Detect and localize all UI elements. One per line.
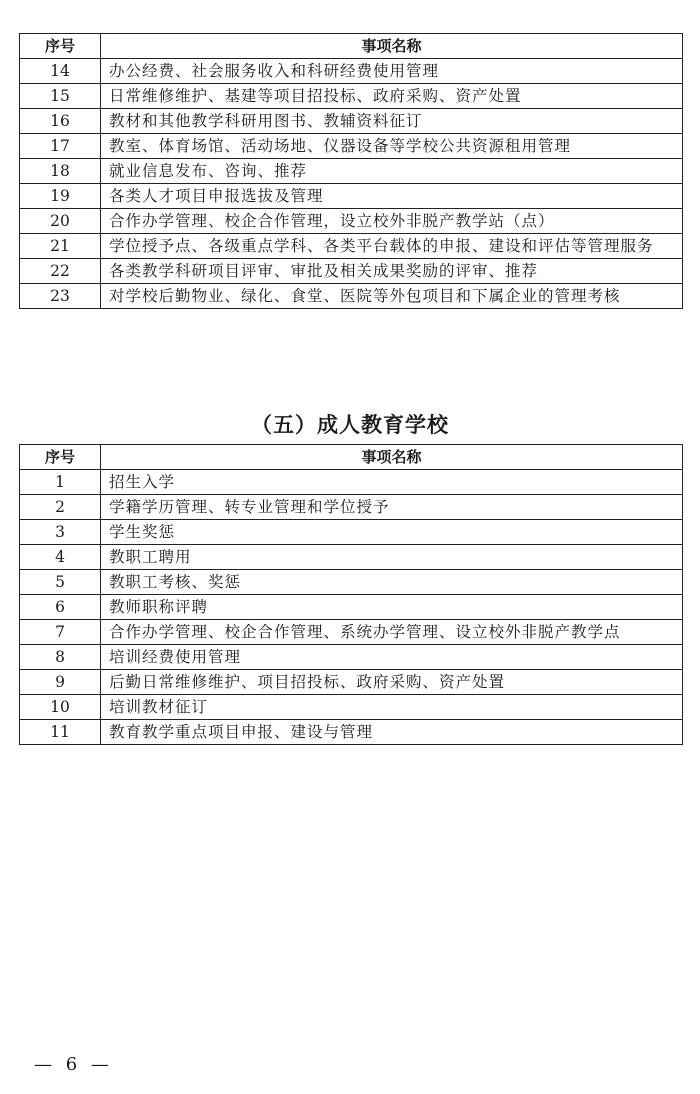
row-number: 6 xyxy=(20,595,101,620)
page-number: — 6 — xyxy=(34,1054,113,1075)
row-number: 2 xyxy=(20,495,101,520)
matter-name: 教育教学重点项目申报、建设与管理 xyxy=(101,720,683,745)
table-row xyxy=(20,720,683,745)
matter-name: 学生奖惩 xyxy=(101,520,683,545)
matter-name: 日常维修维护、基建等项目招投标、政府采购、资产处置 xyxy=(101,84,683,109)
row-number: 23 xyxy=(20,284,101,309)
table-row xyxy=(20,59,683,84)
table-body xyxy=(20,59,683,309)
table-row xyxy=(20,284,683,309)
matter-name: 学位授予点、各级重点学科、各类平台载体的申报、建设和评估等管理服务 xyxy=(101,234,683,259)
table-header-row xyxy=(20,34,683,59)
row-number: 8 xyxy=(20,645,101,670)
row-number: 1 xyxy=(20,470,101,495)
table-row xyxy=(20,645,683,670)
matter-name: 培训经费使用管理 xyxy=(101,645,683,670)
matters-table-adult-education xyxy=(19,444,683,745)
table-row xyxy=(20,134,683,159)
column-header-name: 事项名称 xyxy=(101,34,683,59)
table-row xyxy=(20,259,683,284)
matter-name: 对学校后勤物业、绿化、食堂、医院等外包项目和下属企业的管理考核 xyxy=(101,284,683,309)
row-number: 17 xyxy=(20,134,101,159)
column-header-name: 事项名称 xyxy=(101,445,683,470)
section-title: （五）成人教育学校 xyxy=(251,413,449,437)
table-header-row xyxy=(20,445,683,470)
matter-name: 教职工考核、奖惩 xyxy=(101,570,683,595)
matter-name: 就业信息发布、咨询、推荐 xyxy=(101,159,683,184)
matter-name: 教职工聘用 xyxy=(101,545,683,570)
table-row xyxy=(20,84,683,109)
matter-name: 教室、体育场馆、活动场地、仪器设备等学校公共资源租用管理 xyxy=(101,134,683,159)
row-number: 16 xyxy=(20,109,101,134)
matters-table-higher-education xyxy=(19,33,683,309)
row-number: 15 xyxy=(20,84,101,109)
row-number: 14 xyxy=(20,59,101,84)
matter-name: 合作办学管理、校企合作管理，设立校外非脱产教学站（点） xyxy=(101,209,683,234)
table-body xyxy=(20,470,683,745)
table-row xyxy=(20,545,683,570)
table-row xyxy=(20,470,683,495)
matter-name: 各类人才项目申报选拔及管理 xyxy=(101,184,683,209)
table-row xyxy=(20,109,683,134)
matter-name: 教材和其他教学科研用图书、教辅资料征订 xyxy=(101,109,683,134)
row-number: 22 xyxy=(20,259,101,284)
matter-name: 培训教材征订 xyxy=(101,695,683,720)
row-number: 9 xyxy=(20,670,101,695)
table-row xyxy=(20,234,683,259)
table-row xyxy=(20,670,683,695)
matter-name: 后勤日常维修维护、项目招投标、政府采购、资产处置 xyxy=(101,670,683,695)
matter-name: 办公经费、社会服务收入和科研经费使用管理 xyxy=(101,59,683,84)
row-number: 11 xyxy=(20,720,101,745)
row-number: 19 xyxy=(20,184,101,209)
row-number: 21 xyxy=(20,234,101,259)
row-number: 4 xyxy=(20,545,101,570)
column-header-no: 序号 xyxy=(20,445,101,470)
table-row xyxy=(20,620,683,645)
table-row xyxy=(20,695,683,720)
table-row xyxy=(20,184,683,209)
row-number: 3 xyxy=(20,520,101,545)
matter-name: 合作办学管理、校企合作管理、系统办学管理、设立校外非脱产教学点 xyxy=(101,620,683,645)
row-number: 18 xyxy=(20,159,101,184)
table-row xyxy=(20,570,683,595)
matter-name: 教师职称评聘 xyxy=(101,595,683,620)
table-row xyxy=(20,159,683,184)
row-number: 20 xyxy=(20,209,101,234)
table-row xyxy=(20,495,683,520)
table-row xyxy=(20,209,683,234)
matter-name: 各类教学科研项目评审、审批及相关成果奖励的评审、推荐 xyxy=(101,259,683,284)
matter-name: 招生入学 xyxy=(101,470,683,495)
column-header-no: 序号 xyxy=(20,34,101,59)
row-number: 7 xyxy=(20,620,101,645)
table-row xyxy=(20,520,683,545)
row-number: 5 xyxy=(20,570,101,595)
matter-name: 学籍学历管理、转专业管理和学位授予 xyxy=(101,495,683,520)
row-number: 10 xyxy=(20,695,101,720)
table-row xyxy=(20,595,683,620)
